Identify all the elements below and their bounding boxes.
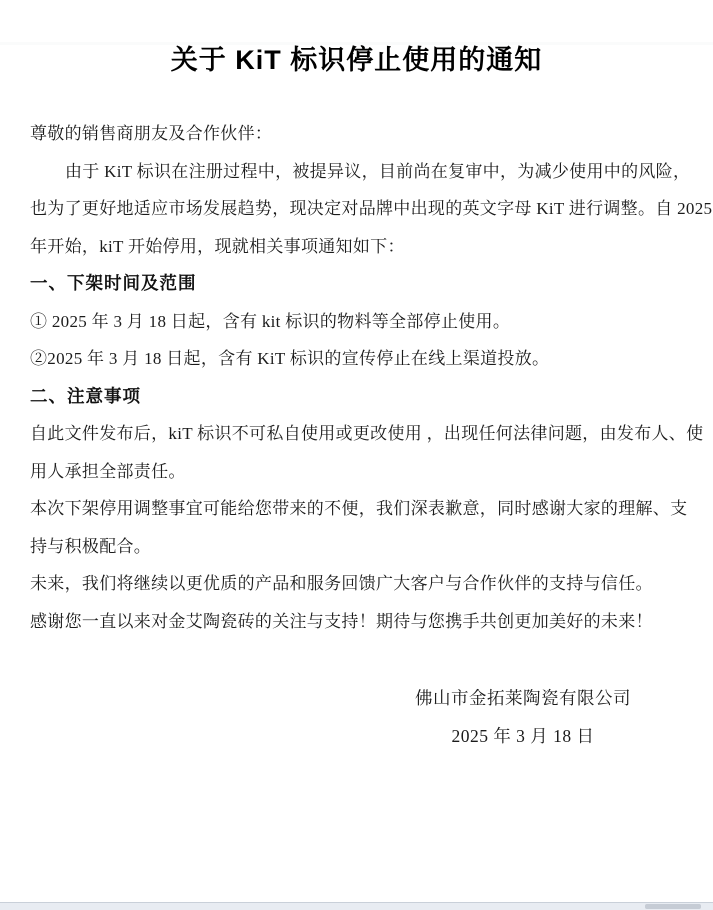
section2-para1-line-1: 自此文件发布后，kiT 标识不可私自使用或更改使用 ，出现任何法律问题，由发布人、使: [30, 424, 704, 443]
section1-item-2: ②2025 年 3 月 18 日起，含有 KiT 标识的宣传停止在线上渠道投放。: [30, 349, 550, 368]
section2-para1-line-2: 用人承担全部责任。: [30, 461, 186, 481]
horizontal-scrollbar-track[interactable]: [0, 902, 713, 910]
signature-block: [363, 680, 683, 755]
greeting-line: 尊敬的销售商朋友及合作伙伴：: [30, 124, 273, 143]
page-title: 关于 KiT 标识停止使用的通知: [170, 45, 543, 75]
intro-line-2: 也为了更好地适应市场发展趋势，现决定对品牌中出现的英文字母 KiT 进行调整。自 2025: [30, 199, 713, 218]
signature-company: 佛山市金拓莱陶瓷有限公司: [415, 688, 631, 708]
intro-line-1: 由于 KiT 标识在注册过程中，被提异议，目前尚在复审中，为减少使用中的风险，: [65, 161, 691, 181]
section2-para4: 感谢您一直以来对金艾陶瓷砖的关注与支持！期待与您携手共创更加美好的未来！: [30, 611, 653, 631]
window-top-edge: [0, 42, 713, 45]
horizontal-scrollbar-thumb[interactable]: [645, 904, 701, 909]
section2-heading: 二、注意事项: [30, 385, 141, 406]
section2-para2-line-1: 本次下架停用调整事宜可能给您带来的不便，我们深表歉意，同时感谢大家的理解、支: [30, 499, 688, 518]
section2-para3: 未来，我们将继续以更优质的产品和服务回馈广大客户与合作伙伴的支持与信任。: [30, 574, 653, 593]
section1-item-1: ① 2025 年 3 月 18 日起，含有 kit 标识的物料等全部停止使用。: [30, 311, 511, 331]
notice-body: [30, 115, 713, 640]
section2-para2-line-2: 持与积极配合。: [30, 536, 152, 556]
notice-document: [0, 42, 713, 755]
section1-heading: 一、下架时间及范围: [30, 273, 197, 293]
signature-date: 2025 年 3 月 18 日: [451, 725, 595, 746]
intro-line-3: 年开始，kiT 开始停用，现就相关事项通知如下：: [30, 236, 405, 256]
